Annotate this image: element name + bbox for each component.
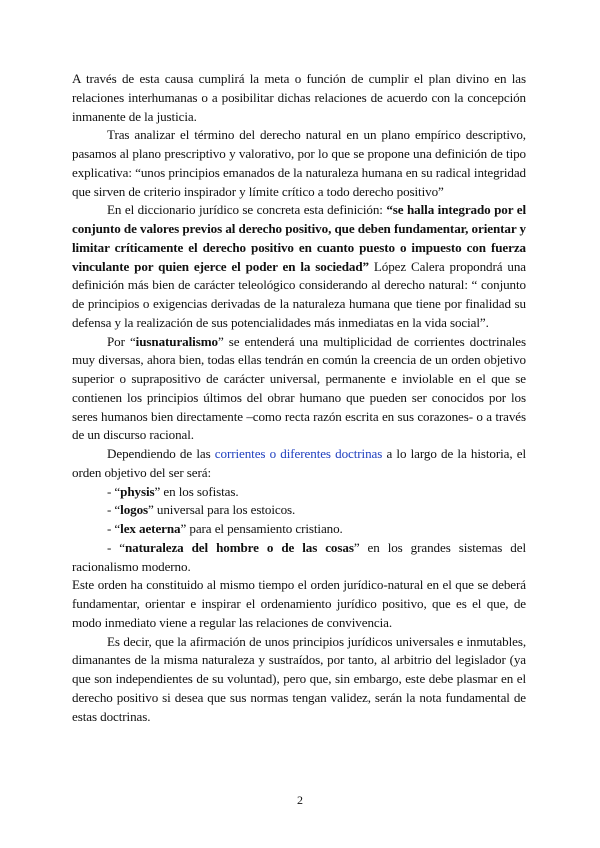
list-item (72, 520, 526, 539)
list-item-prefix: - “ (107, 483, 121, 499)
paragraph-5-tail: a lo largo de la historia, el orden objetivo del ser será: (72, 446, 527, 480)
list-item (72, 483, 526, 502)
paragraph-7-text: Es decir, que la afirmación de unos principios jurídicos universales e inmutables, dimanantes de la misma naturaleza y sustraídos, por tanto, al arbitrio del legislador (ya que son independientes de su voluntad), pero que, sin embargo, este debe plasmar en el derecho positivo si desea que sus normas tengan validez, serán la nota fundamental de estas doctrinas. (72, 633, 526, 724)
list-item (72, 539, 526, 577)
paragraph-3 (72, 201, 526, 332)
list-item-text: ” para el pensamiento cristiano. (180, 521, 343, 536)
paragraph-3-lead: En el diccionario jurídico se concreta esta definición: (107, 202, 387, 218)
list-item (72, 501, 526, 520)
paragraph-6-text: Este orden ha constituido al mismo tiempo el orden jurídico-natural en el que se deberá fundamentar, orientar e inspirar el ordenamiento jurídico positivo, que es el que, de modo inmediato viene a regular las relaciones de convivencia. (72, 577, 526, 630)
doctrines-link[interactable]: corrientes o diferentes doctrinas (214, 446, 383, 461)
list-item-term: naturaleza del hombre o de las cosas (124, 539, 354, 555)
paragraph-7 (72, 633, 526, 727)
paragraph-4-lead: Por “ (107, 333, 136, 349)
paragraph-1 (72, 70, 526, 126)
paragraph-3-tail: López Calera propondrá una definición más bien de carácter teleológico considerando al derecho natural: “ conjunto de principios o exigencias derivadas de la naturaleza humana que tiene por finalidad su defensa y la realización de sus potencialidades más inmediatas en la vida social”. (72, 258, 526, 330)
list-item-text: ” en los sofistas. (154, 483, 239, 499)
list-item-term: physis (120, 483, 155, 499)
list-item-term: logos (120, 502, 149, 518)
list-item-prefix: - “ (107, 502, 121, 518)
paragraph-4-term: iusnaturalismo (135, 333, 218, 349)
paragraph-2-text: Tras analizar el término del derecho natural en un plano empírico descriptivo, pasamos al plano prescriptivo y valorativo, por lo que se propone una definición de tipo explicativa: “unos principios emanados de la naturaleza humana en su radical integridad que sirven de criterio inspirador y límite crítico a todo derecho positivo” (72, 127, 526, 199)
list-item-text: ” en los grandes sistemas del racionalismo moderno. (72, 539, 526, 574)
paragraph-1-text: A través de esta causa cumplirá la meta o función de cumplir el plan divino en las relaciones interhumanas o a posibilitar dichas relaciones de acuerdo con la concepción inmanente de la justicia. (72, 71, 526, 124)
paragraph-5-lead: Dependiendo de las (107, 446, 215, 461)
list-item-text: ” universal para los estoicos. (148, 502, 296, 518)
paragraph-6 (72, 576, 526, 632)
body-text (72, 70, 526, 726)
paragraph-4-tail: ” se entenderá una multiplicidad de corrientes doctrinales muy diversas, ahora bien, todas ellas tendrán en común la creencia de un orden objetivo superior o suprapositivo de carácter universal, permanente e inviolable en el que se contienen los principios últimos del obrar humano que pueden ser conocidos por los seres humanos bien directamente –como recta razón escrita en sus corazones- o a través de un discurso racional. (72, 333, 527, 443)
list-item-prefix: - “ (107, 539, 125, 555)
paragraph-3-definition: “se halla integrado por el conjunto de valores previos al derecho positivo, que deben fundamentar, orientar y limitar críticamente el derecho positivo en cuanto puesto o impuesto con fuerza vinculante por quien ejerce el poder en la sociedad” (72, 202, 527, 274)
paragraph-4 (72, 333, 526, 446)
paragraph-5 (72, 445, 526, 483)
paragraph-2 (72, 126, 526, 201)
page-number: 2 (297, 793, 303, 807)
list-item-term: lex aeterna (120, 521, 181, 536)
list-item-prefix: - “ (107, 521, 121, 536)
